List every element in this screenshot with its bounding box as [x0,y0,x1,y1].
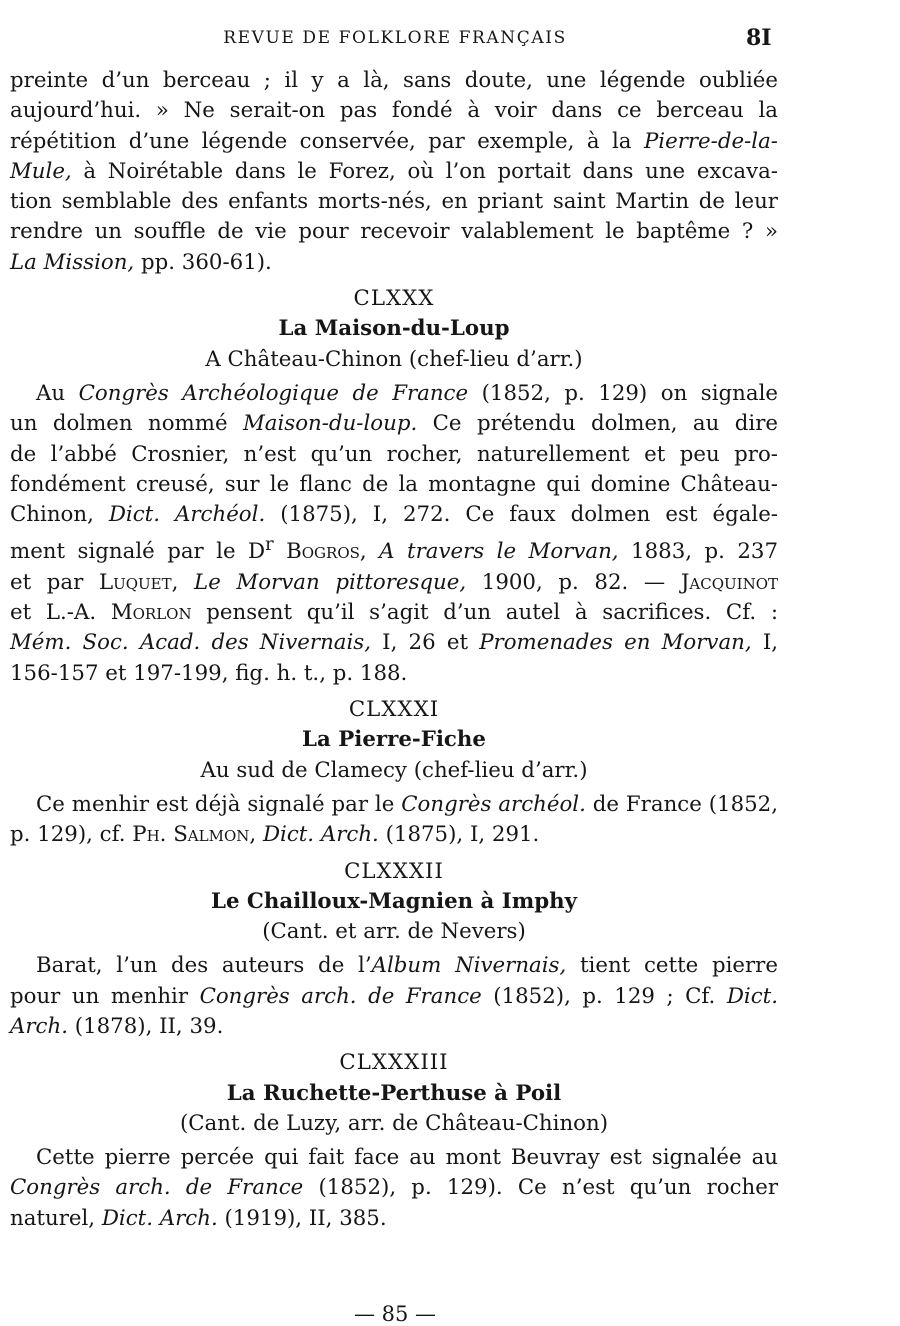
section-clxxxi [10,695,778,850]
section-numeral: CLXXX [353,286,435,312]
text-line: Arch. (1878), II, 39. [10,1014,224,1039]
text-line: p. 129), cf. Ph. Salmon, Dict. Arch. (1875), I, 291. [10,822,540,848]
text-line: 156-157 et 197-199, fig. h. t., p. 188. [10,660,408,686]
text-line: Ce menhir est déjà signalé par le Congrès archéol. de France (1852, [36,791,778,817]
section-title: La Pierre-Fiche [302,727,486,753]
section-title: La Ruchette-Perthuse à Poil [226,1080,562,1106]
text-line: pour un menhir Congrès arch. de France (1852), p. 129 ; Cf. Dict. [10,983,778,1009]
section-title: Le Chailloux-Magnien à Imphy [210,888,578,914]
section-clxxxiii [10,1048,778,1234]
journal-title: REVUE DE FOLKLORE FRANÇAIS [223,28,567,48]
section-location: (Cant. et arr. de Nevers) [262,919,526,945]
section-numeral: CLXXXI [348,697,440,723]
text-line: aujourd’hui. » Ne serait-on pas fondé à voir dans ce berceau la [10,98,778,124]
section-numeral: CLXXXIII [339,1050,449,1076]
page-mark: 8I [746,25,772,51]
intro-paragraph [10,66,778,278]
text-line: répétition d’une légende conservée, par exemple, à la Pierre-de-la- [10,128,778,154]
section-title: La Maison-du-Loup [278,316,510,342]
text-line: naturel, Dict. Arch. (1919), II, 385. [10,1205,387,1231]
text-line: ment signalé par le $D^r$ Bogros, A travers le Morvan, 1883, p. 237 [10,535,778,565]
text-line: et par Luquet, Le Morvan pittoresque, 1900, p. 82. — Jacquinot [10,569,778,595]
text-line: Chinon, Dict. Archéol. (1875), I, 272. Ce faux dolmen est égale- [10,502,779,528]
page-body [10,66,778,1234]
text-line: Mém. Soc. Acad. des Nivernais, I, 26 et Promenades en Morvan, I, [10,630,779,656]
running-header [0,25,900,52]
text-line: et L.-A. Morlon pensent qu’il s’agit d’un autel à sacrifices. Cf. : [10,600,778,626]
text-line: Congrès arch. de France (1852), p. 129). Ce n’est qu’un rocher [10,1175,779,1201]
text-line: de l’abbé Crosnier, n’est qu’un rocher, naturellement et peu pro- [10,441,778,467]
text-line: preinte d’un berceau ; il y a là, sans doute, une légende oubliée [10,68,778,93]
text-line: rendre un souffle de vie pour recevoir valablement le baptême ? » [10,219,778,245]
text-line: Cette pierre percée qui fait face au mont Beuvray est signalée au [36,1145,778,1171]
section-location: Au sud de Clamecy (chef-lieu d’arr.) [200,757,588,783]
page-number: — 85 — [353,1302,437,1326]
text-line: fondément creusé, sur le flanc de la montagne qui domine Château- [10,471,778,497]
text-line: un dolmen nommé Maison-du-loup. Ce prétendu dolmen, au dire [10,411,778,437]
text-line: Barat, l’un des auteurs de l’Album Nivernais, tient cette pierre [36,953,778,979]
text-line: Au Congrès Archéologique de France (1852, p. 129) on signale [36,380,778,406]
section-clxxx [10,284,778,689]
section-location: (Cant. de Luzy, arr. de Château-Chinon) [179,1110,609,1136]
text-line: tion semblable des enfants morts-nés, en priant saint Martin de leur [10,189,778,215]
text-line: La Mission, pp. 360-61). [10,249,272,275]
section-location: A Château-Chinon (chef-lieu d’arr.) [205,346,583,372]
text-line: Mule, à Noirétable dans le Forez, où l’on portait dans une excava- [10,158,778,184]
section-clxxxii [10,857,778,1043]
section-numeral: CLXXXII [344,858,444,884]
